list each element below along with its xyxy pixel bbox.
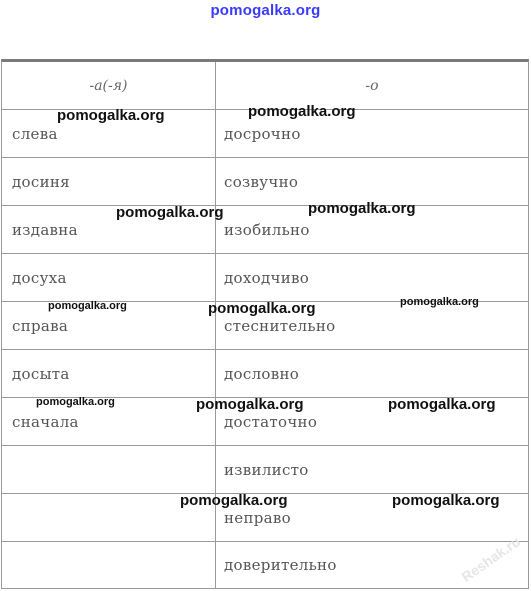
table-cell	[2, 158, 216, 205]
suffix-table	[1, 59, 529, 589]
table-cell	[216, 350, 528, 397]
word: досиня	[12, 172, 70, 191]
word: изобильно	[224, 220, 310, 239]
table-cell	[2, 446, 216, 493]
word: сначала	[12, 412, 79, 431]
watermark-text: pomogalka.org	[57, 107, 165, 124]
word: досуха	[12, 268, 67, 287]
watermark-text: pomogalka.org	[196, 396, 304, 413]
word: дословно	[224, 364, 300, 383]
word: стеснительно	[224, 316, 336, 335]
word: досрочно	[224, 124, 301, 143]
word: слева	[12, 124, 58, 143]
table-cell	[216, 254, 528, 301]
table-cell	[2, 542, 216, 588]
word: досыта	[12, 364, 70, 383]
table-row	[2, 254, 528, 302]
corner-watermark: Reshak.ru	[458, 533, 524, 585]
site-header[interactable]: pomogalka.org	[210, 2, 321, 19]
watermark-text: pomogalka.org	[308, 200, 416, 217]
watermark-text: pomogalka.org	[116, 204, 224, 221]
word: созвучно	[224, 172, 299, 191]
table-cell	[216, 446, 528, 493]
header-cell-a: -а(-я)	[2, 62, 216, 109]
watermark-text: pomogalka.org	[388, 396, 496, 413]
watermark-text: pomogalka.org	[400, 296, 479, 308]
table-cell	[2, 254, 216, 301]
table-row	[2, 446, 528, 494]
watermark-text: pomogalka.org	[248, 103, 356, 120]
watermark-text: pomogalka.org	[392, 492, 500, 509]
word: доверительно	[224, 556, 337, 574]
table-row	[2, 206, 528, 254]
watermark-text: pomogalka.org	[36, 396, 115, 408]
watermark-text: pomogalka.org	[180, 492, 288, 509]
word: неправо	[224, 508, 291, 527]
word: извилисто	[224, 460, 309, 479]
table-row	[2, 350, 528, 398]
word: справа	[12, 316, 69, 335]
table-row	[2, 158, 528, 206]
watermark-text: pomogalka.org	[208, 300, 316, 317]
word: издавна	[12, 220, 78, 239]
word: доходчиво	[224, 268, 310, 287]
header-cell-o: -о	[365, 77, 379, 94]
word: достаточно	[224, 412, 318, 431]
table-cell	[216, 158, 528, 205]
table-cell	[2, 350, 216, 397]
watermark-text: pomogalka.org	[48, 300, 127, 312]
table-row	[2, 542, 528, 588]
